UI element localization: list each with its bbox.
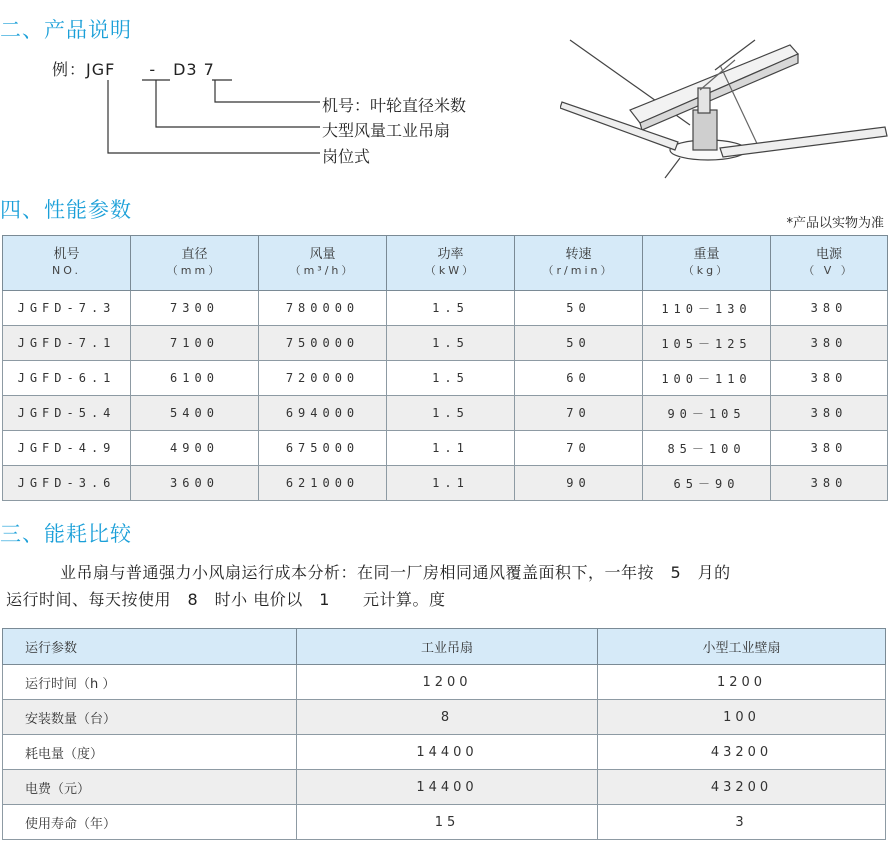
cell-speed: 90	[515, 466, 643, 501]
analysis-paragraph-line1: 业吊扇与普通强力小风扇运行成本分析：在同一厂房相同通风覆盖面积下，一年按 5 月的	[60, 563, 731, 582]
col-unit: （mm）	[166, 264, 223, 277]
model-label-diameter: 机号：叶轮直径米数	[322, 96, 467, 115]
cell-model: JGFD-6.1	[3, 361, 131, 396]
cell-industrial-fan: 15	[297, 805, 598, 840]
table-row	[3, 466, 888, 501]
cell-airflow: 694000	[259, 396, 387, 431]
model-label-post: 岗位式	[322, 147, 371, 166]
cell-weight: 105－125	[643, 326, 771, 361]
cell-model: JGFD-7.3	[3, 291, 131, 326]
cell-param: 安装数量（台）	[3, 700, 297, 735]
table-row	[3, 770, 886, 805]
col-name: 电源	[815, 247, 842, 262]
cell-industrial-fan: 14400	[297, 770, 598, 805]
table-row	[3, 700, 886, 735]
section-heading-performance: 四、性能参数	[0, 198, 132, 222]
cell-model: JGFD-3.6	[3, 466, 131, 501]
col-header-airflow	[259, 236, 387, 291]
cell-model: JGFD-7.1	[3, 326, 131, 361]
cell-power: 1.1	[387, 466, 515, 501]
col-header-diameter	[131, 236, 259, 291]
cell-diameter: 3600	[131, 466, 259, 501]
table-row	[3, 291, 888, 326]
cell-weight: 90－105	[643, 396, 771, 431]
cell-voltage: 380	[771, 466, 888, 501]
table-row	[3, 431, 888, 466]
cell-airflow: 750000	[259, 326, 387, 361]
col-header-speed	[515, 236, 643, 291]
model-code-leader-lines	[0, 60, 330, 170]
cell-model: JGFD-4.9	[3, 431, 131, 466]
col-header-power	[387, 236, 515, 291]
cell-param: 电费（元）	[3, 770, 297, 805]
table-row	[3, 396, 888, 431]
col-name: 重量	[693, 247, 720, 262]
col-unit: （kg）	[682, 264, 731, 277]
col-name: 转速	[565, 247, 592, 262]
col-header-param: 运行参数	[3, 629, 297, 665]
cell-diameter: 5400	[131, 396, 259, 431]
col-header-power-supply	[771, 236, 888, 291]
section-heading-energy: 三、能耗比较	[0, 522, 132, 546]
col-header-industrial-fan: 工业吊扇	[297, 629, 598, 665]
cell-power: 1.1	[387, 431, 515, 466]
cell-weight: 110－130	[643, 291, 771, 326]
col-name: 风量	[309, 247, 336, 262]
col-header-weight	[643, 236, 771, 291]
analysis-paragraph-line2: 运行时间、每天按使用 8 时小 电价以 1 元计算。度	[6, 590, 446, 609]
col-unit: （ V ）	[803, 264, 855, 277]
cell-speed: 70	[515, 396, 643, 431]
col-unit: （m³/h）	[289, 264, 356, 277]
cell-diameter: 6100	[131, 361, 259, 396]
cell-power: 1.5	[387, 291, 515, 326]
col-name: 直径	[181, 247, 208, 262]
cell-diameter: 7100	[131, 326, 259, 361]
col-unit: NO.	[52, 264, 81, 277]
cell-power: 1.5	[387, 326, 515, 361]
cell-voltage: 380	[771, 396, 888, 431]
col-header-wall-fan: 小型工业壁扇	[598, 629, 886, 665]
performance-table	[2, 235, 888, 501]
cost-comparison-table	[2, 628, 886, 840]
cell-wall-fan: 100	[598, 700, 886, 735]
cell-wall-fan: 3	[598, 805, 886, 840]
col-name: 功率	[437, 247, 464, 262]
performance-header-row	[3, 236, 888, 291]
col-unit: （kW）	[424, 264, 477, 277]
cell-speed: 50	[515, 326, 643, 361]
model-code-example: 例：JGF - D3 7	[52, 60, 215, 79]
product-note: *产品以实物为准	[786, 216, 884, 231]
cell-param: 使用寿命（年）	[3, 805, 297, 840]
cell-diameter: 4900	[131, 431, 259, 466]
table-row	[3, 805, 886, 840]
cell-weight: 85－100	[643, 431, 771, 466]
cell-airflow: 720000	[259, 361, 387, 396]
col-name: 机号	[53, 247, 80, 262]
cell-wall-fan: 1200	[598, 665, 886, 700]
cell-airflow: 621000	[259, 466, 387, 501]
cell-industrial-fan: 8	[297, 700, 598, 735]
cell-voltage: 380	[771, 431, 888, 466]
cell-model: JGFD-5.4	[3, 396, 131, 431]
cell-diameter: 7300	[131, 291, 259, 326]
cell-speed: 60	[515, 361, 643, 396]
cell-voltage: 380	[771, 291, 888, 326]
cell-param: 耗电量（度）	[3, 735, 297, 770]
cell-voltage: 380	[771, 361, 888, 396]
cell-industrial-fan: 14400	[297, 735, 598, 770]
cell-airflow: 780000	[259, 291, 387, 326]
table-row	[3, 326, 888, 361]
cell-power: 1.5	[387, 396, 515, 431]
cell-power: 1.5	[387, 361, 515, 396]
cell-weight: 65－90	[643, 466, 771, 501]
col-header-model	[3, 236, 131, 291]
fan-illustration	[560, 30, 890, 180]
cell-speed: 70	[515, 431, 643, 466]
cell-wall-fan: 43200	[598, 735, 886, 770]
model-label-type: 大型风量工业吊扇	[322, 121, 451, 140]
cell-weight: 100－110	[643, 361, 771, 396]
table-row	[3, 735, 886, 770]
cell-wall-fan: 43200	[598, 770, 886, 805]
table-row	[3, 665, 886, 700]
table-row	[3, 361, 888, 396]
cell-airflow: 675000	[259, 431, 387, 466]
col-unit: （r/min）	[542, 264, 615, 277]
cost-header-row	[3, 629, 886, 665]
cell-speed: 50	[515, 291, 643, 326]
section-heading-product: 二、产品说明	[0, 18, 132, 42]
cell-param: 运行时间（h ）	[3, 665, 297, 700]
cell-industrial-fan: 1200	[297, 665, 598, 700]
cell-voltage: 380	[771, 326, 888, 361]
